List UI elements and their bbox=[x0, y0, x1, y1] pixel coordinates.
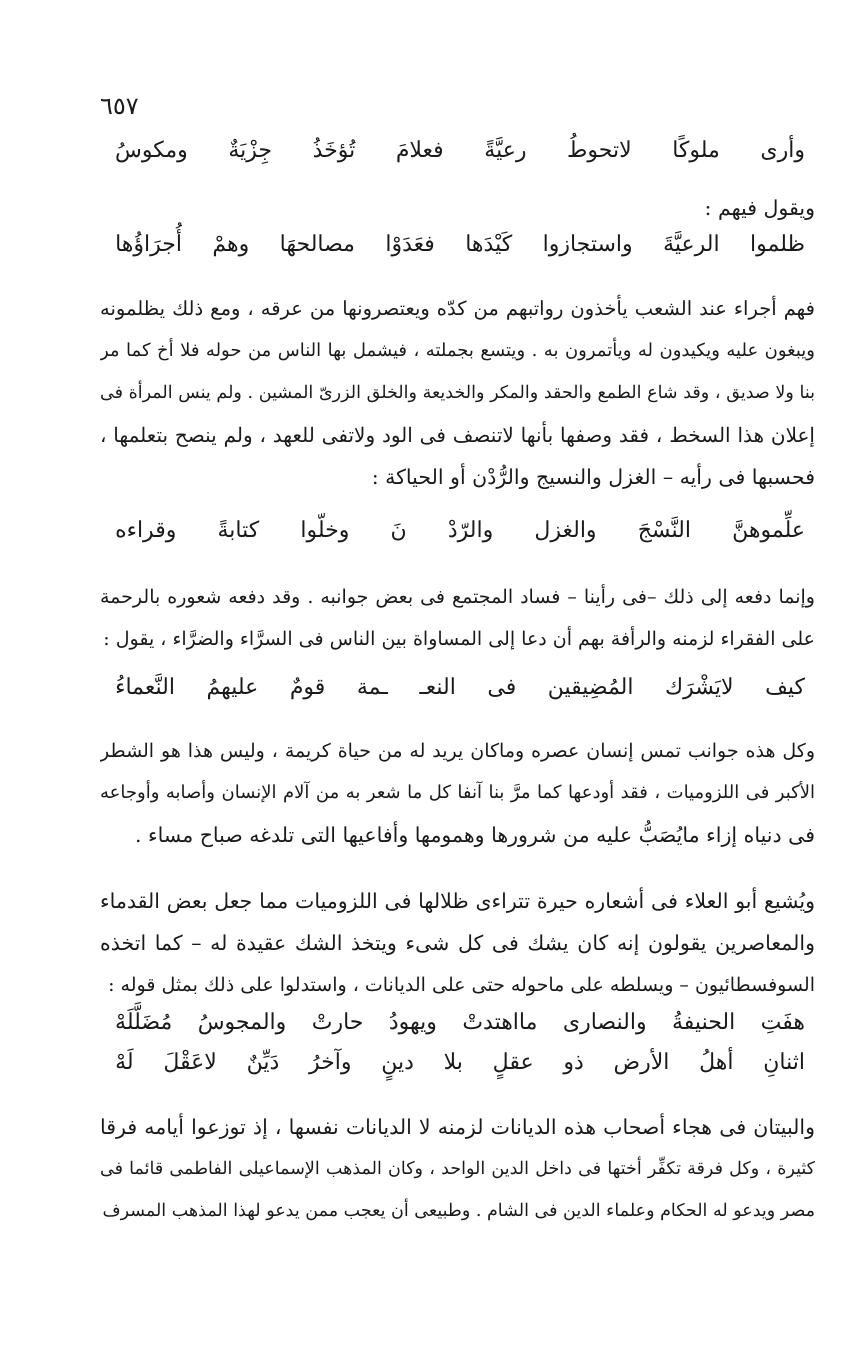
verse-word: هفَتِ bbox=[760, 1010, 805, 1035]
page-number: ٦٥٧ bbox=[100, 92, 139, 120]
verse-word: وقراءه bbox=[115, 518, 177, 543]
verse-word: والغزل bbox=[534, 518, 597, 543]
verse-word: كيف bbox=[765, 675, 805, 700]
verse-word: وآخرُ bbox=[309, 1050, 352, 1075]
verse-word: ـمة bbox=[356, 675, 388, 700]
verse-word: ذو bbox=[563, 1050, 584, 1075]
text-line: السوفسطائيون – ويسلطه على ماحوله حتى على الديانات ، واستدلوا على ذلك بمثل قوله : bbox=[108, 974, 815, 996]
verse-word: وخلّوا bbox=[300, 518, 350, 543]
verse-word: ملوكًا bbox=[672, 138, 720, 163]
verse-word: النَّعماءُ bbox=[115, 675, 175, 700]
text-line: على الفقراء لزمنه والرأفة بهم أن دعا إلى المساواة بين الناس فى السرَّاء والضرَّاء ، يقول : bbox=[103, 628, 815, 650]
text-line: إعلان هذا السخط ، فقد وصفها بأنها لاتنصف فى الود ولاتفى للعهد ، ولم ينصح بتعلمها ، bbox=[100, 423, 815, 447]
verse-word: كتابةً bbox=[217, 518, 260, 543]
verse-word: قومٌ bbox=[289, 675, 326, 700]
verse-word: والمجوسُ bbox=[197, 1010, 287, 1035]
verse-word: ومكوسُ bbox=[115, 138, 188, 163]
verse-word: الحنيفةُ bbox=[672, 1010, 736, 1035]
text-line: كثيرة ، وكل فرقة تكفِّر أختها فى داخل الدين الواحد ، وكان المذهب الإسماعيلى الفاطمى قائما فى bbox=[100, 1159, 815, 1179]
verse-line-4 bbox=[115, 675, 805, 700]
verse-word: واستجازوا bbox=[542, 232, 633, 257]
verse-word: الأرض bbox=[613, 1050, 670, 1075]
verse-word: لاعَقْلَ bbox=[163, 1050, 217, 1075]
verse-word: جِزْيَةٌ bbox=[228, 138, 273, 163]
verse-word: تُؤخَذُ bbox=[312, 138, 356, 163]
verse-word: النَّسْجَ bbox=[637, 518, 691, 543]
verse-word: نَ bbox=[390, 518, 407, 543]
verse-word: بلا bbox=[443, 1050, 463, 1075]
verse-word: وهمْ bbox=[212, 232, 250, 257]
verse-word: لاتحوطُ bbox=[567, 138, 632, 163]
verse-line-2 bbox=[115, 232, 805, 257]
verse-word: أُجرَاؤُها bbox=[115, 232, 182, 257]
text-line: فحسبها فى رأيه – الغزل والنسيج والرُّدْن أو الحياكة : bbox=[371, 465, 815, 489]
verse-word: لايَشْرَك bbox=[665, 675, 734, 700]
verse-word: لَهْ bbox=[115, 1050, 134, 1075]
verse-word: اثنانِ bbox=[763, 1050, 805, 1075]
verse-word: فعلامَ bbox=[395, 138, 444, 163]
verse-word: مصالحهَا bbox=[279, 232, 355, 257]
verse-word: عليهمُ bbox=[206, 675, 259, 700]
verse-word: الرعيَّةَ bbox=[663, 232, 720, 257]
text-line: والمعاصرين يقولون إنه كان يشك فى كل شىء ويتخذ الشك عقيدة له – كما اتخذه bbox=[100, 931, 815, 955]
text-line: والبيتان فى هجاء أصحاب هذه الديانات لزمنه لا الديانات نفسها ، إذ توزعوا أيامه فرقا bbox=[100, 1115, 815, 1139]
verse-word: كَيْدَها bbox=[465, 232, 513, 257]
verse-word: فعَدَوْا bbox=[385, 232, 435, 257]
verse-line-1 bbox=[115, 138, 805, 163]
verse-word: مااهتدتْ bbox=[462, 1010, 538, 1035]
verse-word: فى bbox=[487, 675, 517, 700]
verse-word: دينٍ bbox=[381, 1050, 414, 1075]
paragraph-4 bbox=[100, 880, 815, 1006]
verse-word: ويهودُ bbox=[388, 1010, 437, 1035]
text-line: بنا ولا صديق ، وقد شاع الطمع والحقد والمكر والخديعة والخلق الزرىّ المشين . ولم ينس المرأة فى bbox=[100, 383, 815, 403]
text-line: ويبغون عليه ويكيدون له ويأتمرون به . ويتسع بجملته ، فيشمل بها الناس من حوله فلا أخ كما مر bbox=[100, 340, 815, 361]
verse-word: وأرى bbox=[760, 138, 805, 163]
text-line: وكل هذه جوانب تمس إنسان عصره وماكان يريد له من حياة كريمة ، وليس هذا هو الشطر bbox=[100, 740, 815, 762]
verse-word: علِّموهنَّ bbox=[732, 518, 805, 543]
verse-word: رعيَّةً bbox=[484, 138, 527, 163]
verse-word: دَيِّنٌ bbox=[246, 1050, 280, 1075]
text-line: مصر ويدعو له الحكام وعلماء الدين فى الشام . وطبيعى أن يعجب ممن يدعو لهذا المذهب المسرف bbox=[102, 1201, 815, 1221]
paragraph-1 bbox=[100, 288, 815, 498]
intro-line: ويقول فيهم : bbox=[704, 196, 815, 220]
verse-word: مُضَلَّلَهْ bbox=[115, 1010, 173, 1035]
verse-word: أهلُ bbox=[699, 1050, 734, 1075]
text-line: فى دنياه إزاء مايُصَبُّ عليه من شرورها وهمومها وأفاعيها التى تلدغه صباح مساء . bbox=[134, 823, 815, 847]
verse-word: والنصارى bbox=[562, 1010, 647, 1035]
verse-line-6 bbox=[115, 1050, 805, 1075]
verse-word: عقلٍ bbox=[492, 1050, 534, 1075]
text-line: ويُشيع أبو العلاء فى أشعاره حيرة تتراءى ظلالها فى اللزوميات مما جعل بعض القدماء bbox=[100, 889, 815, 913]
verse-word: والرّدْ bbox=[447, 518, 494, 543]
paragraph-2 bbox=[100, 576, 815, 660]
verse-word: ظلموا bbox=[750, 232, 805, 257]
verse-line-3 bbox=[115, 518, 805, 543]
verse-line-5 bbox=[115, 1010, 805, 1035]
paragraph-5 bbox=[100, 1106, 815, 1232]
text-line: الأكبر فى اللزوميات ، فقد أودعها كما مرَّ بنا آنفا كل ما شعر به من آلام الإنسان وأصابه وأوجاعه bbox=[100, 782, 815, 803]
text-line: وإنما دفعه إلى ذلك –فى رأينا – فساد المجتمع فى بعض جوانبه . وقد دفعه شعوره بالرحمة bbox=[100, 586, 815, 608]
verse-word: المُضِيقين bbox=[547, 675, 634, 700]
verse-word: حارتْ bbox=[311, 1010, 364, 1035]
text-line: فهم أجراء عند الشعب يأخذون رواتبهم من كدّه ويعتصرونها من عرقه ، ومع ذلك يظلمونه bbox=[100, 297, 815, 320]
verse-word: النعـ bbox=[419, 675, 456, 700]
paragraph-3 bbox=[100, 730, 815, 856]
